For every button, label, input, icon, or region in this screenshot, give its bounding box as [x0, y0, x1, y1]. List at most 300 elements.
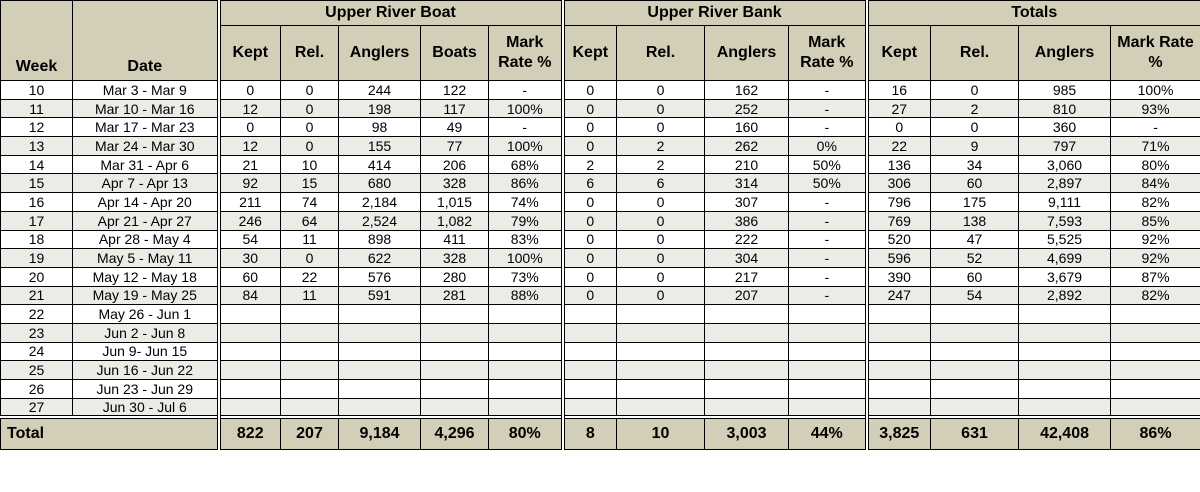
cell-totals-rel: 175 — [931, 193, 1019, 212]
cell-boat-boats: 328 — [421, 249, 489, 268]
cell-bank-mark-rate: 0% — [789, 137, 867, 156]
cell-totals-anglers: 4,699 — [1019, 249, 1111, 268]
cell-date: Mar 3 - Mar 9 — [73, 81, 219, 100]
cell-boat-kept — [219, 323, 281, 342]
cell-totals-mark-rate — [1111, 305, 1200, 324]
cell-week: 10 — [1, 81, 73, 100]
cell-totals-mark-rate — [1111, 323, 1200, 342]
group-upper-river-bank: Upper River Bank — [563, 1, 867, 26]
cell-date: Mar 10 - Mar 16 — [73, 99, 219, 118]
cell-totals-kept: 390 — [867, 267, 931, 286]
cell-boat-kept: 21 — [219, 155, 281, 174]
cell-week: 12 — [1, 118, 73, 137]
cell-boat-mark-rate: 73% — [489, 267, 563, 286]
cell-bank-mark-rate: - — [789, 211, 867, 230]
cell-totals-kept: 22 — [867, 137, 931, 156]
cell-bank-kept — [563, 323, 617, 342]
cell-bank-anglers: 160 — [705, 118, 789, 137]
cell-totals-kept: 596 — [867, 249, 931, 268]
cell-totals-kept: 247 — [867, 286, 931, 305]
cell-bank-kept: 0 — [563, 230, 617, 249]
cell-boat-rel: 15 — [281, 174, 339, 193]
cell-totals-kept: 769 — [867, 211, 931, 230]
cell-bank-mark-rate — [789, 323, 867, 342]
header-date: Date — [73, 1, 219, 81]
cell-totals-anglers — [1019, 361, 1111, 380]
cell-boat-mark-rate: 86% — [489, 174, 563, 193]
cell-totals-anglers — [1019, 305, 1111, 324]
cell-boat-kept: 0 — [219, 81, 281, 100]
col-totals-mark-rate: Mark Rate % — [1111, 26, 1200, 81]
cell-boat-rel: 0 — [281, 249, 339, 268]
cell-boat-anglers: 591 — [339, 286, 421, 305]
table-row — [1, 118, 1200, 137]
total-all-anglers: 42,408 — [1019, 417, 1111, 450]
cell-bank-rel — [617, 380, 705, 399]
cell-bank-anglers: 217 — [705, 267, 789, 286]
col-totals-kept: Kept — [867, 26, 931, 81]
cell-boat-rel — [281, 342, 339, 361]
cell-totals-kept — [867, 361, 931, 380]
col-bank-rel: Rel. — [617, 26, 705, 81]
cell-totals-mark-rate: 82% — [1111, 286, 1200, 305]
cell-boat-rel — [281, 323, 339, 342]
cell-date: May 12 - May 18 — [73, 267, 219, 286]
cell-boat-mark-rate: 83% — [489, 230, 563, 249]
cell-totals-kept: 796 — [867, 193, 931, 212]
cell-bank-rel: 0 — [617, 118, 705, 137]
cell-boat-anglers: 576 — [339, 267, 421, 286]
cell-bank-rel: 0 — [617, 99, 705, 118]
cell-boat-anglers — [339, 342, 421, 361]
cell-totals-anglers — [1019, 380, 1111, 399]
cell-totals-mark-rate — [1111, 380, 1200, 399]
cell-totals-kept: 520 — [867, 230, 931, 249]
cell-totals-anglers: 3,060 — [1019, 155, 1111, 174]
cell-totals-rel: 52 — [931, 249, 1019, 268]
col-bank-mark-rate: Mark Rate % — [789, 26, 867, 81]
cell-boat-anglers — [339, 305, 421, 324]
cell-totals-mark-rate: 80% — [1111, 155, 1200, 174]
cell-totals-anglers: 810 — [1019, 99, 1111, 118]
cell-date: May 19 - May 25 — [73, 286, 219, 305]
cell-totals-rel: 0 — [931, 118, 1019, 137]
cell-totals-rel: 2 — [931, 99, 1019, 118]
cell-date: Apr 28 - May 4 — [73, 230, 219, 249]
cell-totals-mark-rate — [1111, 398, 1200, 417]
cell-bank-anglers — [705, 305, 789, 324]
cell-date: Jun 9- Jun 15 — [73, 342, 219, 361]
cell-boat-kept: 0 — [219, 118, 281, 137]
cell-bank-kept — [563, 361, 617, 380]
cell-bank-kept — [563, 342, 617, 361]
cell-bank-mark-rate — [789, 380, 867, 399]
cell-date: Apr 7 - Apr 13 — [73, 174, 219, 193]
cell-boat-rel: 0 — [281, 118, 339, 137]
cell-bank-anglers — [705, 380, 789, 399]
header-week: Week — [1, 1, 73, 81]
cell-bank-anglers: 207 — [705, 286, 789, 305]
cell-date: Mar 17 - Mar 23 — [73, 118, 219, 137]
cell-week: 13 — [1, 137, 73, 156]
cell-bank-mark-rate: - — [789, 118, 867, 137]
cell-bank-kept: 2 — [563, 155, 617, 174]
col-boat-mark-rate: Mark Rate % — [489, 26, 563, 81]
cell-totals-rel — [931, 305, 1019, 324]
cell-bank-mark-rate — [789, 398, 867, 417]
group-totals: Totals — [867, 1, 1200, 26]
cell-boat-rel: 0 — [281, 99, 339, 118]
cell-week: 17 — [1, 211, 73, 230]
cell-boat-mark-rate — [489, 342, 563, 361]
cell-totals-rel — [931, 380, 1019, 399]
total-bank-mark-rate: 44% — [789, 417, 867, 450]
cell-totals-rel: 9 — [931, 137, 1019, 156]
cell-week: 21 — [1, 286, 73, 305]
cell-totals-rel: 0 — [931, 81, 1019, 100]
cell-date: Jun 2 - Jun 8 — [73, 323, 219, 342]
col-bank-anglers: Anglers — [705, 26, 789, 81]
cell-totals-anglers: 2,897 — [1019, 174, 1111, 193]
cell-totals-mark-rate: 100% — [1111, 81, 1200, 100]
cell-bank-kept: 0 — [563, 249, 617, 268]
cell-totals-anglers: 360 — [1019, 118, 1111, 137]
cell-boat-anglers — [339, 361, 421, 380]
total-all-rel: 631 — [931, 417, 1019, 450]
cell-bank-anglers: 304 — [705, 249, 789, 268]
cell-totals-anglers: 985 — [1019, 81, 1111, 100]
cell-bank-rel — [617, 398, 705, 417]
cell-boat-boats: 1,015 — [421, 193, 489, 212]
cell-boat-boats: 77 — [421, 137, 489, 156]
cell-boat-boats: 49 — [421, 118, 489, 137]
cell-week: 27 — [1, 398, 73, 417]
cell-bank-anglers — [705, 323, 789, 342]
cell-totals-rel — [931, 342, 1019, 361]
cell-bank-mark-rate: - — [789, 230, 867, 249]
cell-date: Jun 23 - Jun 29 — [73, 380, 219, 399]
cell-boat-mark-rate: - — [489, 118, 563, 137]
cell-week: 16 — [1, 193, 73, 212]
cell-boat-mark-rate — [489, 380, 563, 399]
table-row — [1, 380, 1200, 399]
cell-boat-rel: 10 — [281, 155, 339, 174]
cell-boat-kept — [219, 361, 281, 380]
cell-boat-anglers — [339, 323, 421, 342]
cell-boat-boats: 281 — [421, 286, 489, 305]
cell-totals-kept: 0 — [867, 118, 931, 137]
table-body — [1, 81, 1200, 417]
cell-totals-rel: 60 — [931, 174, 1019, 193]
col-boat-anglers: Anglers — [339, 26, 421, 81]
cell-boat-kept: 211 — [219, 193, 281, 212]
cell-boat-rel — [281, 380, 339, 399]
cell-bank-kept — [563, 398, 617, 417]
cell-bank-kept: 6 — [563, 174, 617, 193]
cell-boat-mark-rate: 100% — [489, 137, 563, 156]
table-row — [1, 174, 1200, 193]
cell-totals-anglers: 5,525 — [1019, 230, 1111, 249]
cell-bank-rel: 2 — [617, 137, 705, 156]
cell-totals-rel: 34 — [931, 155, 1019, 174]
cell-boat-boats: 206 — [421, 155, 489, 174]
cell-boat-kept: 12 — [219, 99, 281, 118]
cell-boat-rel: 0 — [281, 81, 339, 100]
cell-date: Mar 31 - Apr 6 — [73, 155, 219, 174]
cell-bank-kept: 0 — [563, 99, 617, 118]
col-bank-kept: Kept — [563, 26, 617, 81]
cell-totals-rel: 60 — [931, 267, 1019, 286]
cell-date: Jun 30 - Jul 6 — [73, 398, 219, 417]
cell-bank-mark-rate: - — [789, 81, 867, 100]
cell-bank-rel — [617, 361, 705, 380]
cell-boat-mark-rate — [489, 398, 563, 417]
cell-bank-kept: 0 — [563, 193, 617, 212]
total-bank-rel: 10 — [617, 417, 705, 450]
cell-bank-mark-rate: - — [789, 193, 867, 212]
cell-bank-mark-rate — [789, 342, 867, 361]
cell-bank-mark-rate — [789, 361, 867, 380]
cell-totals-kept: 27 — [867, 99, 931, 118]
table-row — [1, 211, 1200, 230]
cell-totals-mark-rate: 93% — [1111, 99, 1200, 118]
cell-boat-rel — [281, 305, 339, 324]
cell-totals-kept: 136 — [867, 155, 931, 174]
cell-bank-rel: 0 — [617, 267, 705, 286]
cell-boat-kept: 92 — [219, 174, 281, 193]
cell-bank-anglers: 210 — [705, 155, 789, 174]
cell-boat-mark-rate — [489, 361, 563, 380]
cell-boat-mark-rate: 68% — [489, 155, 563, 174]
total-label: Total — [1, 417, 219, 450]
cell-totals-rel: 138 — [931, 211, 1019, 230]
cell-boat-rel: 64 — [281, 211, 339, 230]
total-row — [1, 417, 1200, 450]
cell-boat-boats — [421, 305, 489, 324]
cell-bank-mark-rate: - — [789, 267, 867, 286]
table-row — [1, 361, 1200, 380]
cell-totals-rel — [931, 361, 1019, 380]
total-all-kept: 3,825 — [867, 417, 931, 450]
cell-boat-mark-rate — [489, 323, 563, 342]
group-upper-river-boat: Upper River Boat — [219, 1, 563, 26]
cell-bank-rel: 2 — [617, 155, 705, 174]
cell-bank-rel: 0 — [617, 81, 705, 100]
cell-totals-mark-rate: 82% — [1111, 193, 1200, 212]
total-all-mark-rate: 86% — [1111, 417, 1200, 450]
cell-bank-mark-rate: 50% — [789, 174, 867, 193]
cell-week: 18 — [1, 230, 73, 249]
cell-boat-anglers: 2,184 — [339, 193, 421, 212]
cell-bank-kept: 0 — [563, 211, 617, 230]
cell-date: May 26 - Jun 1 — [73, 305, 219, 324]
cell-bank-anglers: 262 — [705, 137, 789, 156]
cell-boat-kept: 12 — [219, 137, 281, 156]
cell-week: 11 — [1, 99, 73, 118]
cell-boat-kept — [219, 380, 281, 399]
cell-boat-mark-rate — [489, 305, 563, 324]
cell-boat-rel — [281, 398, 339, 417]
cell-week: 22 — [1, 305, 73, 324]
cell-week: 19 — [1, 249, 73, 268]
cell-totals-rel: 47 — [931, 230, 1019, 249]
table-row — [1, 398, 1200, 417]
cell-bank-anglers: 162 — [705, 81, 789, 100]
cell-totals-mark-rate: 71% — [1111, 137, 1200, 156]
cell-date: May 5 - May 11 — [73, 249, 219, 268]
cell-bank-kept: 0 — [563, 81, 617, 100]
cell-boat-rel: 11 — [281, 286, 339, 305]
cell-totals-mark-rate: 84% — [1111, 174, 1200, 193]
cell-boat-kept — [219, 342, 281, 361]
table-row — [1, 267, 1200, 286]
total-bank-kept: 8 — [563, 417, 617, 450]
cell-boat-mark-rate: - — [489, 81, 563, 100]
cell-bank-mark-rate: - — [789, 249, 867, 268]
cell-boat-anglers: 244 — [339, 81, 421, 100]
cell-boat-boats: 328 — [421, 174, 489, 193]
cell-week: 20 — [1, 267, 73, 286]
table-row — [1, 193, 1200, 212]
cell-boat-boats: 122 — [421, 81, 489, 100]
col-boat-boats: Boats — [421, 26, 489, 81]
cell-boat-anglers: 622 — [339, 249, 421, 268]
cell-boat-anglers: 2,524 — [339, 211, 421, 230]
cell-totals-anglers: 9,111 — [1019, 193, 1111, 212]
cell-totals-kept: 16 — [867, 81, 931, 100]
cell-boat-rel: 74 — [281, 193, 339, 212]
cell-totals-mark-rate: 92% — [1111, 249, 1200, 268]
cell-bank-kept: 0 — [563, 137, 617, 156]
total-boat-rel: 207 — [281, 417, 339, 450]
total-boat-boats: 4,296 — [421, 417, 489, 450]
table-row — [1, 305, 1200, 324]
cell-bank-anglers: 252 — [705, 99, 789, 118]
cell-boat-boats — [421, 380, 489, 399]
cell-boat-boats: 1,082 — [421, 211, 489, 230]
cell-boat-kept: 30 — [219, 249, 281, 268]
cell-boat-rel: 0 — [281, 137, 339, 156]
cell-bank-anglers — [705, 342, 789, 361]
cell-bank-rel — [617, 323, 705, 342]
cell-totals-kept — [867, 305, 931, 324]
cell-boat-boats: 411 — [421, 230, 489, 249]
cell-totals-kept — [867, 323, 931, 342]
cell-boat-boats: 117 — [421, 99, 489, 118]
cell-bank-rel: 0 — [617, 286, 705, 305]
cell-totals-mark-rate: 85% — [1111, 211, 1200, 230]
table-row — [1, 230, 1200, 249]
cell-bank-kept — [563, 380, 617, 399]
cell-bank-rel: 6 — [617, 174, 705, 193]
cell-week: 14 — [1, 155, 73, 174]
cell-boat-rel: 11 — [281, 230, 339, 249]
cell-bank-rel: 0 — [617, 211, 705, 230]
cell-totals-mark-rate: 92% — [1111, 230, 1200, 249]
cell-totals-kept — [867, 380, 931, 399]
cell-date: Apr 14 - Apr 20 — [73, 193, 219, 212]
cell-boat-anglers: 155 — [339, 137, 421, 156]
cell-boat-mark-rate: 79% — [489, 211, 563, 230]
table-row — [1, 81, 1200, 100]
cell-totals-rel — [931, 323, 1019, 342]
total-boat-anglers: 9,184 — [339, 417, 421, 450]
cell-boat-boats — [421, 398, 489, 417]
cell-totals-mark-rate — [1111, 361, 1200, 380]
cell-totals-anglers — [1019, 323, 1111, 342]
table-row — [1, 155, 1200, 174]
cell-boat-mark-rate: 100% — [489, 249, 563, 268]
cell-boat-boats — [421, 361, 489, 380]
cell-boat-anglers: 414 — [339, 155, 421, 174]
cell-totals-mark-rate — [1111, 342, 1200, 361]
total-bank-anglers: 3,003 — [705, 417, 789, 450]
cell-bank-rel: 0 — [617, 193, 705, 212]
cell-totals-anglers — [1019, 398, 1111, 417]
cell-bank-anglers: 222 — [705, 230, 789, 249]
cell-week: 24 — [1, 342, 73, 361]
cell-bank-kept: 0 — [563, 286, 617, 305]
cell-totals-anglers: 7,593 — [1019, 211, 1111, 230]
cell-boat-mark-rate: 100% — [489, 99, 563, 118]
total-boat-mark-rate: 80% — [489, 417, 563, 450]
cell-bank-rel: 0 — [617, 249, 705, 268]
table-row — [1, 99, 1200, 118]
cell-boat-anglers — [339, 398, 421, 417]
cell-totals-anglers — [1019, 342, 1111, 361]
cell-boat-mark-rate: 74% — [489, 193, 563, 212]
cell-bank-anglers: 314 — [705, 174, 789, 193]
cell-boat-kept: 54 — [219, 230, 281, 249]
cell-totals-mark-rate: - — [1111, 118, 1200, 137]
cell-totals-anglers: 3,679 — [1019, 267, 1111, 286]
cell-bank-anglers: 307 — [705, 193, 789, 212]
cell-week: 15 — [1, 174, 73, 193]
table-row — [1, 342, 1200, 361]
cell-date: Mar 24 - Mar 30 — [73, 137, 219, 156]
cell-boat-anglers: 680 — [339, 174, 421, 193]
cell-week: 23 — [1, 323, 73, 342]
cell-boat-rel — [281, 361, 339, 380]
cell-totals-rel — [931, 398, 1019, 417]
cell-boat-boats: 280 — [421, 267, 489, 286]
table-row — [1, 323, 1200, 342]
table-row — [1, 249, 1200, 268]
cell-bank-anglers: 386 — [705, 211, 789, 230]
cell-totals-kept — [867, 342, 931, 361]
table-row — [1, 286, 1200, 305]
cell-totals-anglers: 797 — [1019, 137, 1111, 156]
col-totals-anglers: Anglers — [1019, 26, 1111, 81]
cell-boat-kept: 246 — [219, 211, 281, 230]
cell-bank-mark-rate: - — [789, 99, 867, 118]
total-boat-kept: 822 — [219, 417, 281, 450]
cell-bank-mark-rate — [789, 305, 867, 324]
cell-bank-rel — [617, 342, 705, 361]
cell-boat-boats — [421, 342, 489, 361]
cell-bank-rel — [617, 305, 705, 324]
cell-bank-anglers — [705, 361, 789, 380]
cell-boat-anglers: 98 — [339, 118, 421, 137]
cell-bank-mark-rate: - — [789, 286, 867, 305]
cell-boat-boats — [421, 323, 489, 342]
cell-week: 25 — [1, 361, 73, 380]
cell-date: Jun 16 - Jun 22 — [73, 361, 219, 380]
cell-boat-rel: 22 — [281, 267, 339, 286]
cell-boat-kept — [219, 305, 281, 324]
cell-bank-rel: 0 — [617, 230, 705, 249]
col-totals-rel: Rel. — [931, 26, 1019, 81]
